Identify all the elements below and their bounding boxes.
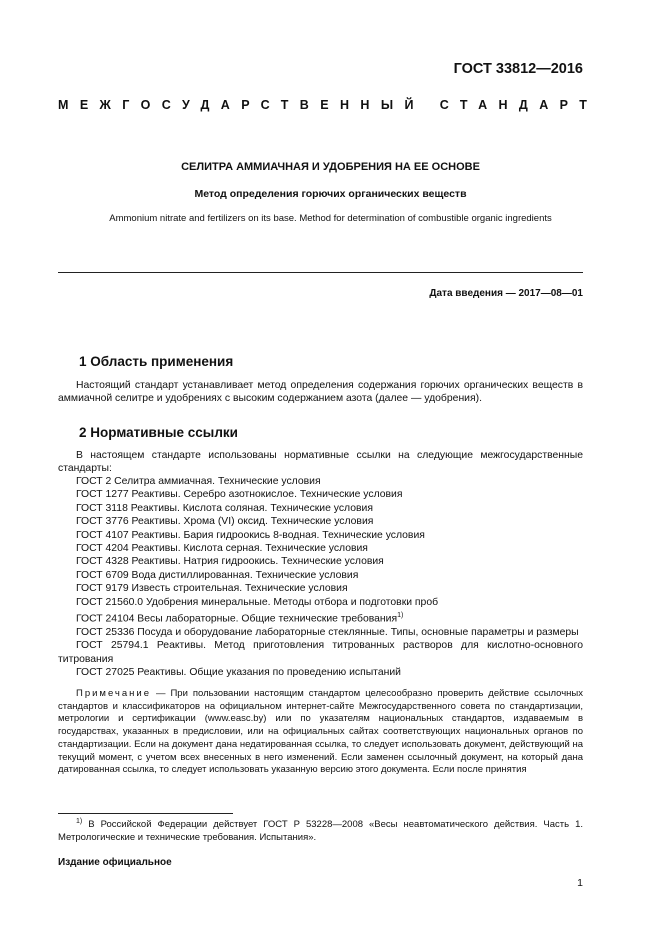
interstate-standard-heading: МЕЖГОСУДАРСТВЕННЫЙ СТАНДАРТ (58, 98, 599, 112)
standard-subtitle: Метод определения горючих органических веществ (194, 188, 467, 200)
section-1-heading: 1 Область применения (79, 354, 234, 369)
english-title: Ammonium nitrate and fertilizers on its base. Method for determination of combustible organic ingredients (109, 213, 552, 224)
footnote-mark: 1) (76, 818, 83, 825)
reference-item: ГОСТ 9179 Известь строительная. Технические условия (76, 583, 348, 595)
footnote (58, 816, 583, 845)
section-2-heading: 2 Нормативные ссылки (79, 425, 238, 440)
page-number: 1 (577, 877, 583, 889)
reference-item: ГОСТ 4107 Реактивы. Бария гидроокись 8-водная. Технические условия (76, 529, 425, 541)
normative-references-list (58, 475, 583, 680)
edition-label: Издание официальное (58, 857, 172, 868)
reference-item: ГОСТ 1277 Реактивы. Серебро азотнокислое. Технические условия (76, 489, 403, 501)
section-2-intro: В настоящем стандарте использованы нормативные ссылки на следующие межгосударственные стандарты: (58, 450, 583, 475)
reference-item: ГОСТ 27025 Реактивы. Общие указания по проведению испытаний (76, 667, 401, 679)
reference-item: ГОСТ 6709 Вода дистиллированная. Технические условия (76, 569, 359, 581)
references-note (58, 688, 583, 777)
note-text: — При пользовании настоящим стандартом целесообразно проверить действие ссылочных стандартов и классификаторов на официальном интернет-сайте Межгосударственного совета по стандартизации, метрологии и сертификации (www.easc.by) или по указателям национальных стандартов, издаваемым в государствах, указанных в предисловии, или на официальных сайтах соответствующих национальных органов по стандартизации. Если на документ дана недатированная ссылка, то следует использовать документ, действующий на текущий момент, с учетом всех внесенных в него изменений. Если заменен ссылочный документ, на который дана датированная ссылка, то следует использовать указанную версию этого документа. Если после принятия (58, 688, 583, 776)
title-divider (58, 272, 583, 273)
document-code: ГОСТ 33812—2016 (453, 61, 583, 77)
reference-item: ГОСТ 4328 Реактивы. Натрия гидроокись. Технические условия (76, 556, 384, 568)
reference-item: ГОСТ 25794.1 Реактивы. Метод приготовления титрованных растворов для кислотно-основного титрования (58, 640, 583, 665)
footnote-separator (58, 813, 233, 814)
reference-item: ГОСТ 25336 Посуда и оборудование лабораторные стеклянные. Типы, основные параметры и размеры (76, 626, 579, 638)
reference-item: ГОСТ 3118 Реактивы. Кислота соляная. Технические условия (76, 502, 373, 514)
reference-item: ГОСТ 2 Селитра аммиачная. Технические условия (76, 476, 321, 487)
reference-text: ГОСТ 24104 Весы лабораторные. Общие технические требования (76, 613, 398, 625)
footnote-text: В Российской Федерации действует ГОСТ Р 53228—2008 «Весы неавтоматического действия. Часть 1. Метрологические и технические требования. Испытания». (58, 819, 583, 843)
reference-item: ГОСТ 21560.0 Удобрения минеральные. Методы отбора и подготовки проб (76, 596, 439, 608)
section-1-text: Настоящий стандарт устанавливает метод определения содержания горючих органических веществ в аммиачной селитре и удобрениях с высоким содержанием азота (далее — удобрения). (58, 380, 583, 405)
reference-item-with-footnote (58, 609, 583, 626)
reference-item: ГОСТ 4204 Реактивы. Кислота серная. Технические условия (76, 543, 368, 555)
standard-title: СЕЛИТРА АММИАЧНАЯ И УДОБРЕНИЯ НА ЕЕ ОСНОВЕ (181, 161, 480, 173)
note-label: Примечание (76, 688, 151, 699)
introduction-date: Дата введения — 2017—08—01 (429, 288, 583, 299)
footnote-mark: 1) (397, 612, 404, 620)
reference-item: ГОСТ 3776 Реактивы. Хрома (VI) оксид. Технические условия (76, 516, 374, 528)
